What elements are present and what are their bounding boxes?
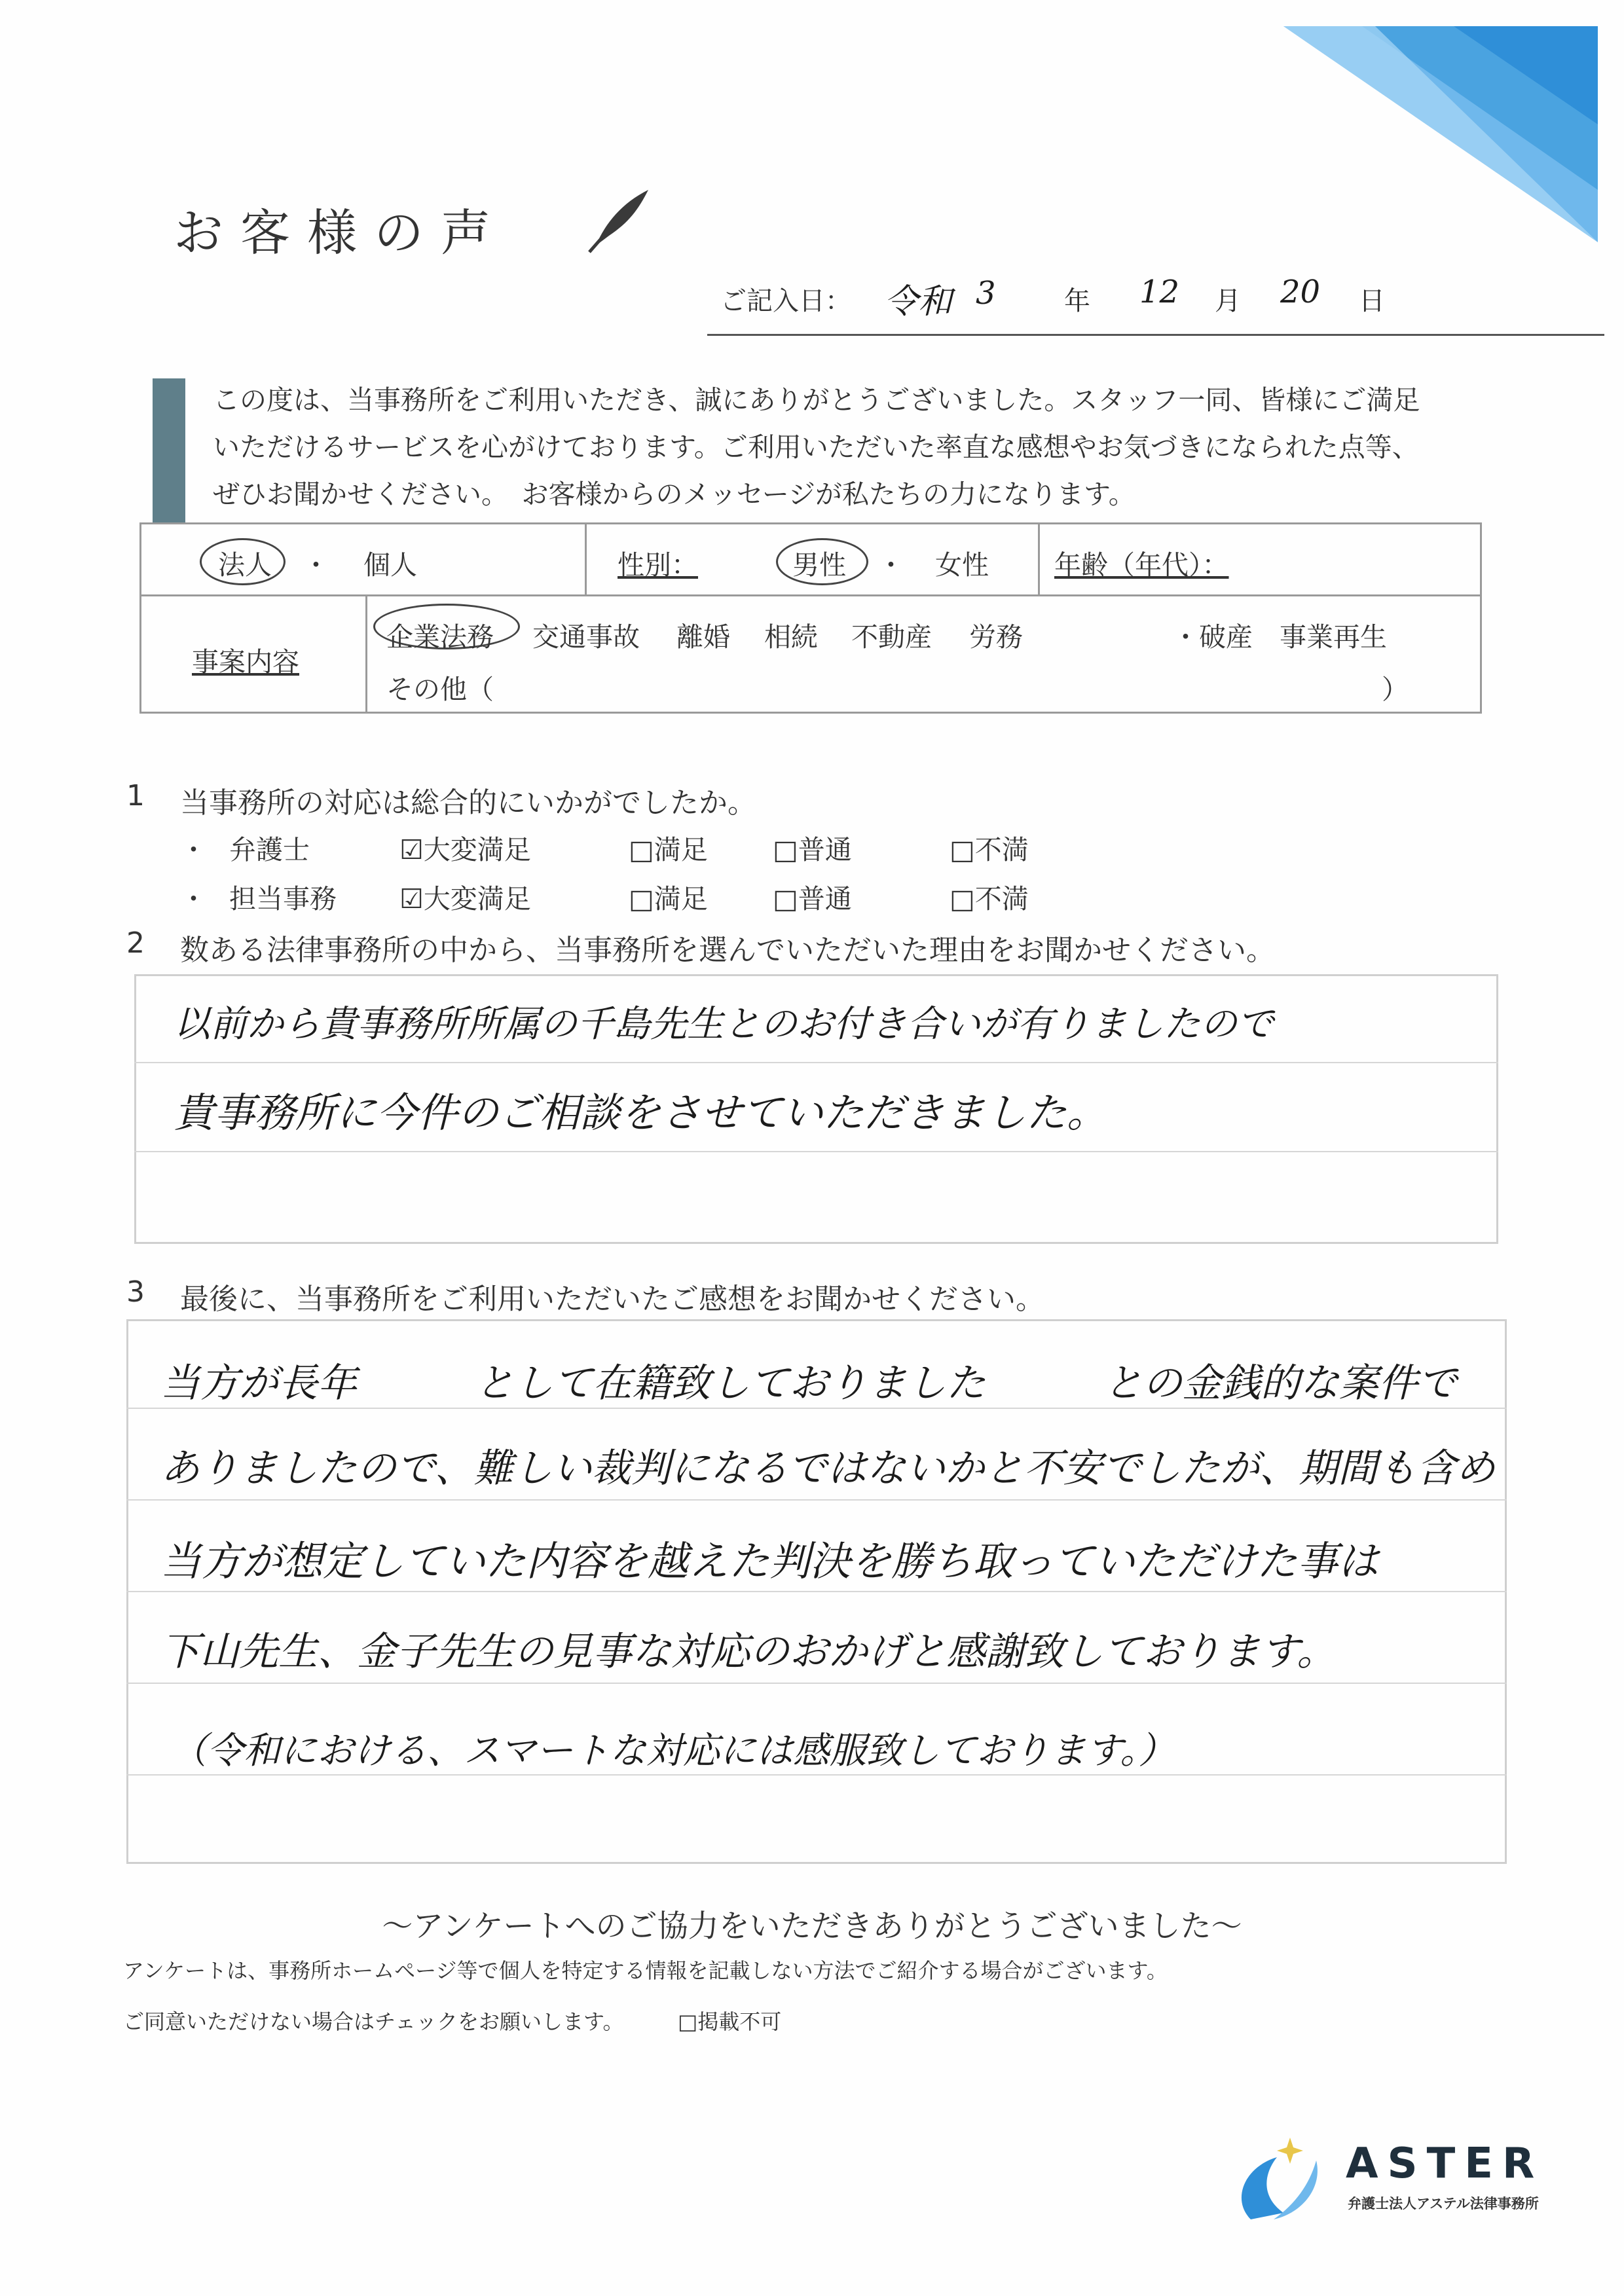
answer-rule	[134, 1151, 1498, 1152]
corporate-option[interactable]: 法人	[218, 549, 272, 581]
date-era: 令和	[884, 282, 953, 321]
female-option[interactable]: 女性	[935, 549, 989, 581]
q1-staff-satisfied[interactable]: □満足	[629, 883, 708, 915]
q2-answer-line: 以前から貴事務所所属の千島先生とのお付き合いが有りましたので	[174, 1003, 1274, 1046]
q1-staff-label: 担当事務	[229, 883, 337, 915]
consent-note: ご同意いただけない場合はチェックをお願いします。	[123, 2009, 624, 2034]
date-month: 12	[1139, 274, 1180, 310]
q1-lawyer-label: 弁護士	[229, 834, 310, 866]
table-divider	[139, 594, 1482, 596]
date-year: 3	[976, 275, 996, 312]
q1-staff-normal[interactable]: □普通	[773, 883, 852, 915]
answer-rule	[126, 1683, 1507, 1684]
no-publish-checkbox[interactable]: □掲載不可	[678, 2009, 782, 2034]
q1-lawyer-very-satisfied[interactable]: ☑大変満足	[399, 834, 531, 866]
case-type-divorce[interactable]: 離婚	[676, 621, 730, 653]
q2-answer-line: 貴事務所に今件のご相談をさせていただきました。	[174, 1089, 1108, 1137]
page-title: お客様の声	[174, 204, 507, 262]
intro-text	[213, 376, 1522, 518]
intro-accent-bar	[153, 378, 185, 522]
q1-lawyer-dissatisfied[interactable]: □不満	[950, 834, 1029, 866]
q1-row-bullet: ・	[180, 834, 207, 866]
case-type-traffic[interactable]: 交通事故	[532, 621, 640, 653]
firm-name: 弁護士法人アステル法律事務所	[1348, 2196, 1539, 2212]
question-1-number: 1	[126, 779, 145, 812]
question-2-number: 2	[126, 926, 145, 960]
q3-answer-line: （令和における、スマートな対応には感服致しております。）	[170, 1730, 1175, 1772]
thanks-message: 〜アンケートへのご協力をいただきありがとうございました〜	[382, 1908, 1242, 1944]
q3-answer-line: 当方が長年 として在籍致しておりました との金銭的な案件で	[160, 1360, 1457, 1406]
case-type-other[interactable]: その他（	[386, 674, 494, 705]
case-type-inheritance[interactable]: 相続	[764, 621, 818, 653]
case-type-corporate-law[interactable]: 企業法務	[386, 621, 494, 653]
case-type-real-estate[interactable]: 不動産	[851, 621, 932, 653]
gender-label: 性別：	[618, 549, 698, 581]
table-divider	[365, 594, 367, 714]
separator-dot: ・	[303, 549, 329, 581]
individual-option[interactable]: 個人	[363, 549, 417, 581]
male-option[interactable]: 男性	[792, 549, 846, 581]
date-month-unit: 月	[1215, 286, 1241, 316]
date-day-unit: 日	[1359, 286, 1385, 316]
case-type-other-close: ）	[1382, 674, 1409, 705]
answer-rule	[126, 1499, 1507, 1501]
q1-staff-very-satisfied[interactable]: ☑大変満足	[399, 883, 531, 915]
date-label: ご記入日：	[720, 286, 851, 316]
intro-line: いただけるサービスを心がけております。ご利用いただいた率直な感想やお気づきになられた点等、	[213, 431, 1419, 463]
intro-line: ぜひお聞かせください。 お客様からのメッセージが私たちの力になります。	[213, 479, 1135, 510]
q3-answer-line: 下山先生、金子先生の見事な対応のおかげと感謝致しております。	[160, 1629, 1337, 1675]
q1-row-bullet: ・	[180, 883, 207, 915]
separator-dot: ・	[877, 549, 904, 581]
question-3-text: 最後に、当事務所をご利用いただいたご感想をお聞かせください。	[180, 1283, 1044, 1316]
date-underline	[707, 334, 1604, 336]
answer-rule	[134, 1062, 1498, 1063]
question-1-text: 当事務所の対応は総合的にいかがでしたか。	[180, 786, 756, 820]
publication-note: アンケートは、事務所ホームページ等で個人を特定する情報を記載しない方法でご紹介する場合がございます。	[123, 1958, 1168, 1983]
case-type-bankruptcy[interactable]: ・破産 事業再生	[1172, 621, 1387, 653]
q3-answer-line: ありましたので、難しい裁判になるではないかと不安でしたが、期間も含め	[160, 1446, 1496, 1491]
q1-staff-dissatisfied[interactable]: □不満	[950, 883, 1029, 915]
q3-answer-line: 当方が想定していた内容を越えた判決を勝ち取っていただけた事は	[160, 1537, 1379, 1585]
case-type-label: 事案内容	[192, 646, 299, 678]
date-year-unit: 年	[1064, 286, 1090, 316]
question-2-text: 数ある法律事務所の中から、当事務所を選んでいただいた理由をお聞かせください。	[180, 934, 1275, 967]
question-3-number: 3	[126, 1275, 145, 1309]
q1-lawyer-normal[interactable]: □普通	[773, 834, 852, 866]
q1-lawyer-satisfied[interactable]: □満足	[629, 834, 708, 866]
quill-icon	[583, 183, 655, 255]
date-day: 20	[1280, 274, 1321, 310]
intro-line: この度は、当事務所をご利用いただき、誠にありがとうございました。スタッフ一同、皆様にご満足	[213, 384, 1420, 416]
answer-rule	[126, 1591, 1507, 1592]
corner-decoration	[1283, 26, 1598, 242]
table-divider	[585, 522, 587, 594]
firm-logo-name: ASTER	[1346, 2140, 1544, 2188]
answer-rule	[126, 1774, 1507, 1776]
case-type-labor[interactable]: 労務	[969, 621, 1023, 653]
table-divider	[1038, 522, 1040, 594]
age-label: 年齢（年代）：	[1054, 549, 1229, 581]
